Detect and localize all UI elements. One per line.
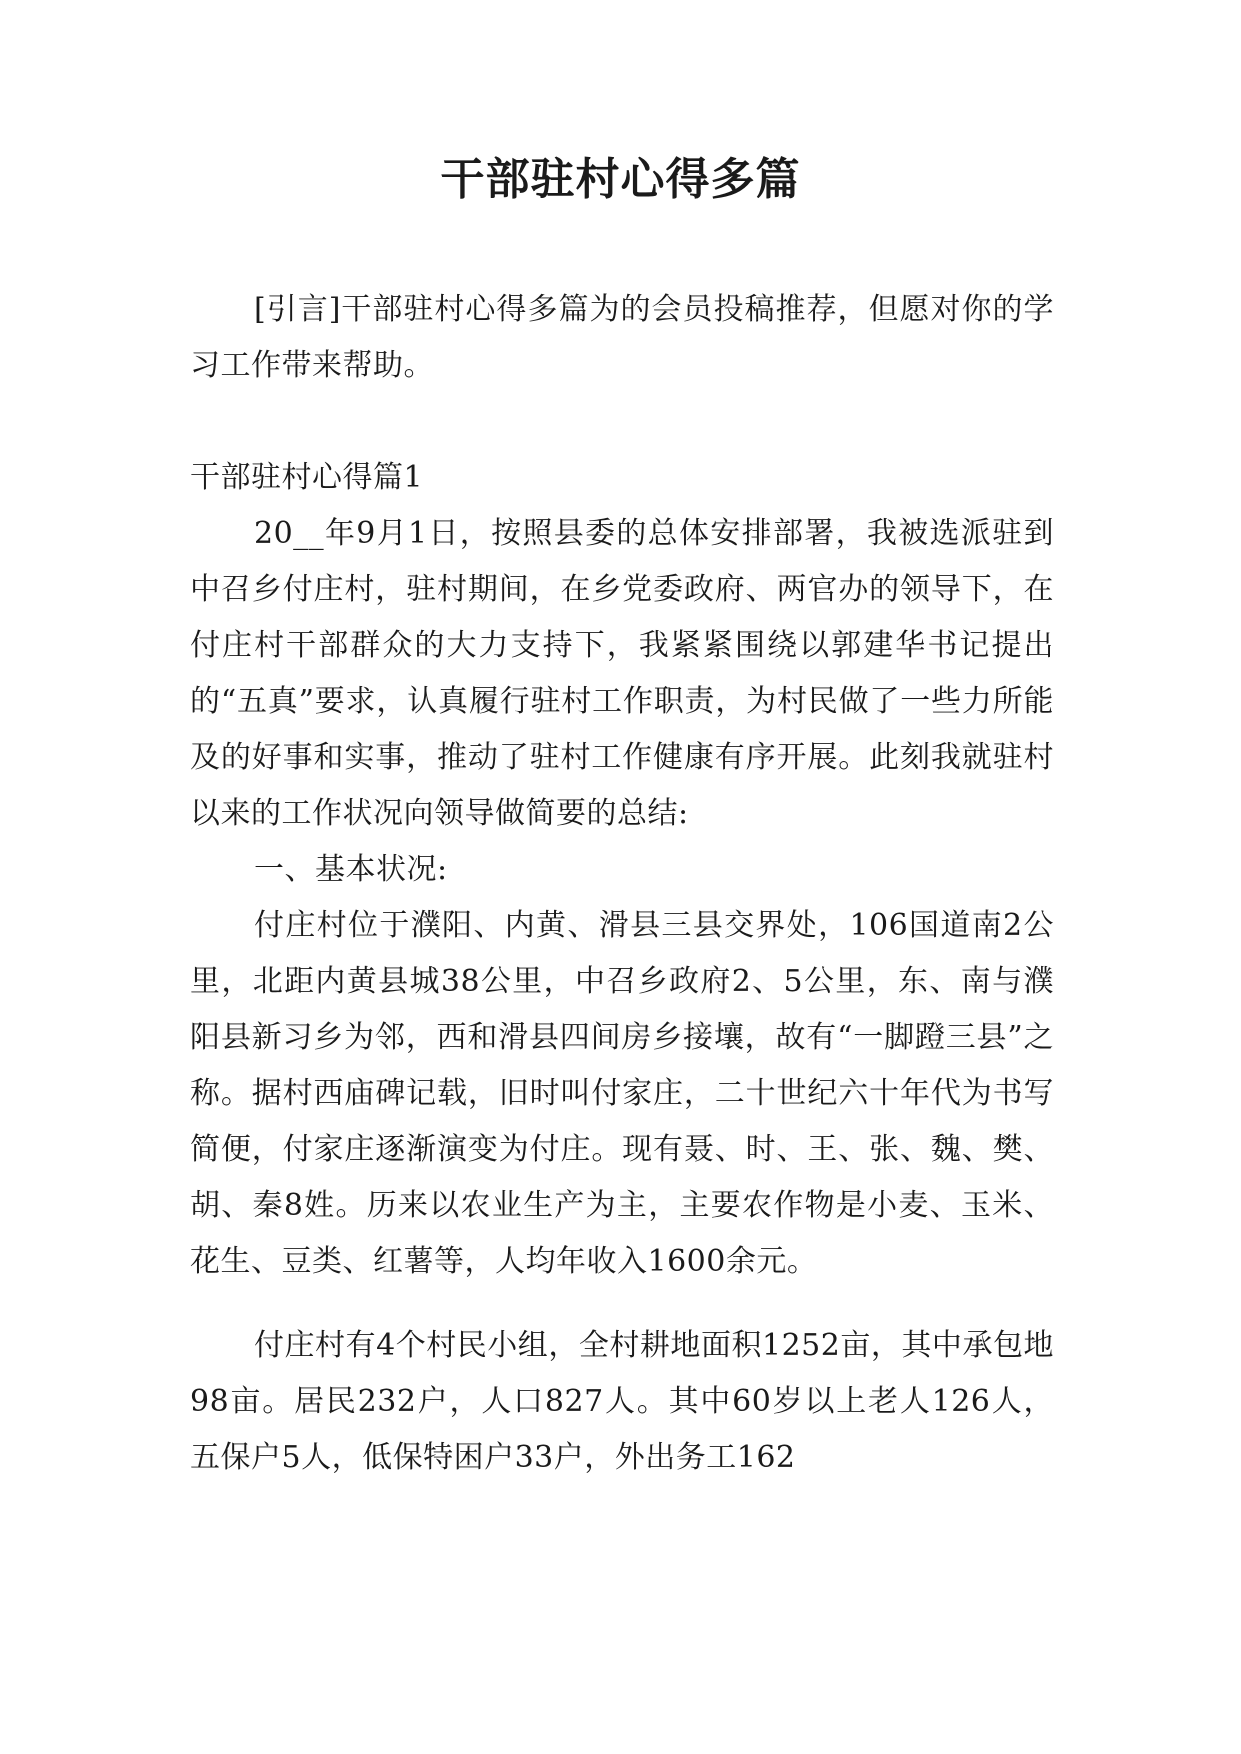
subsection-heading: 一、基本状况: xyxy=(254,852,448,887)
intro-paragraph: [引言]干部驻村心得多篇为的会员投稿推荐，但愿对你的学习工作带来帮助。 xyxy=(190,292,1054,383)
section-heading: 干部驻村心得篇1 xyxy=(190,460,424,495)
body-paragraph: 付庄村位于濮阳、内黄、滑县三县交界处，106国道南2公里，北距内黄县城38公里，中召乡政府2、5公里，东、南与濮阳县新习乡为邻，西和滑县四间房乡接壤，故有“一脚蹬三县”之称。据村西庙碑记载，旧时叫付家庄，二十世纪六十年代为书写简便，付家庄逐渐演变为付庄。现有聂、时、王、张、魏、樊、胡、秦8姓。历来以农业生产为主，主要农作物是小麦、玉米、花生、豆类、红薯等，人均年收入1600余元。 xyxy=(190,908,1054,1279)
document-body xyxy=(190,282,1054,1486)
body-paragraph: 付庄村有4个村民小组，全村耕地面积1252亩，其中承包地98亩。居民232户，人口827人。其中60岁以上老人126人，五保户5人，低保特困户33户，外出务工162 xyxy=(190,1328,1054,1475)
body-paragraph: 20__年9月1日，按照县委的总体安排部署，我被选派驻到中召乡付庄村，驻村期间，在乡党委政府、两官办的领导下，在付庄村干部群众的大力支持下，我紧紧围绕以郭建华书记提出的“五真”要求，认真履行驻村工作职责，为村民做了一些力所能及的好事和实事，推动了驻村工作健康有序开展。此刻我就驻村以来的工作状况向领导做简要的总结: xyxy=(190,516,1054,831)
document-title: 干部驻村心得多篇 xyxy=(440,154,801,205)
